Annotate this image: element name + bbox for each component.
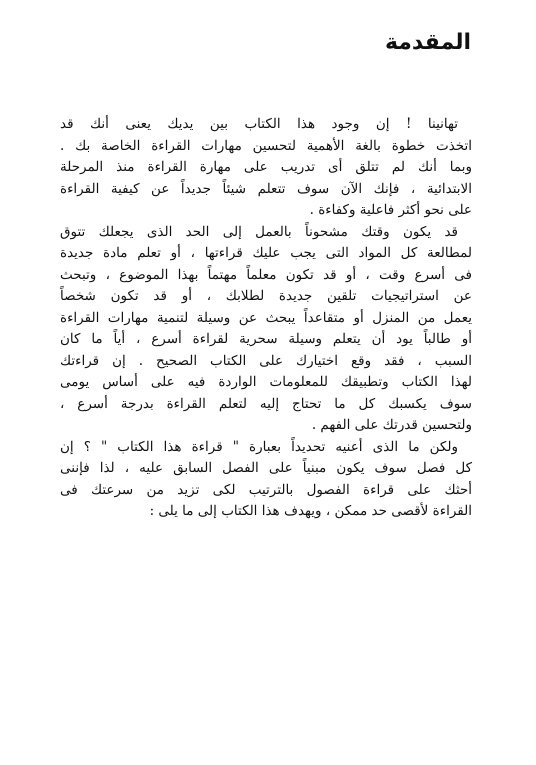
text-line: ولتحسين قدرتك على الفهم .	[311, 417, 472, 433]
text-line: لهذا الكتاب وتطبيقك للمعلومات الواردة فيه على أساس يومى	[60, 374, 472, 390]
text-line: ولكن ما الذى أعنيه تحديداً بعبارة " قراءة هذا الكتاب " ؟ إن	[60, 438, 458, 455]
text-line: على نحو أكثر فاعلية وكفاءة .	[309, 202, 472, 218]
text-line: أحثك على قراءة الفصول بالترتيب لكى تزيد من سرعتك فى	[60, 481, 472, 498]
text-line: تهانينا ! إن وجود هذا الكتاب بين يديك يعنى أنك قد	[60, 116, 458, 132]
text-line: وبما أنك لم تتلق أى تدريب على مهارة القراءة منذ المرحلة	[60, 159, 472, 175]
text-line: أو طالباً يود أن يتعلم وسيلة سحرية لقراءة أسرع ، أياً ما كان	[60, 331, 472, 347]
text-line: الابتدائية ، فإنك الآن سوف تتعلم شيئاً جديداً عن كيفية القراءة	[60, 180, 472, 197]
text-line: اتخذت خطوة بالغة الأهمية لتحسين مهارات القراءة الخاصة بك .	[60, 137, 472, 154]
text-line: لمطالعة كل المواد التى يجب عليك قراءتها ، أو تعلم مادة جديدة	[60, 245, 472, 261]
text-line: السبب ، فقد وقع اختيارك على الكتاب الصحيح . إن قراءتك	[60, 352, 472, 369]
text-line: عن استراتيجيات تلقين جديدة لطلابك ، أو قد تكون شخصاً	[60, 288, 472, 304]
text-line: فى أسرع وقت ، أو قد تكون معلماً مهتماً بهذا الموضوع ، وتبحث	[60, 266, 472, 283]
text-line: قد يكون وقتك مشحوناً بالعمل إلى الحد الذى يجعلك تتوق	[60, 223, 458, 240]
paragraph-3	[60, 437, 472, 523]
text-line: سوف يكسبك كل ما تحتاج إليه لتعلم القراءة بدرجة أسرع ،	[60, 395, 472, 412]
text-line: يعمل من المنزل أو متقاعداً يبحث عن وسيلة لتنمية مهارات القراءة	[60, 309, 472, 326]
body-text	[60, 114, 472, 523]
text-line: كل فصل سوف يكون مبنياً على الفصل السابق عليه ، لذا فإننى	[60, 460, 472, 476]
chapter-heading: المقدمة	[384, 30, 471, 55]
paragraph-1	[60, 114, 472, 222]
text-line: القراءة لأقصى حد ممكن ، ويهدف هذا الكتاب إلى ما يلى :	[149, 503, 472, 519]
paragraph-2	[60, 222, 472, 437]
